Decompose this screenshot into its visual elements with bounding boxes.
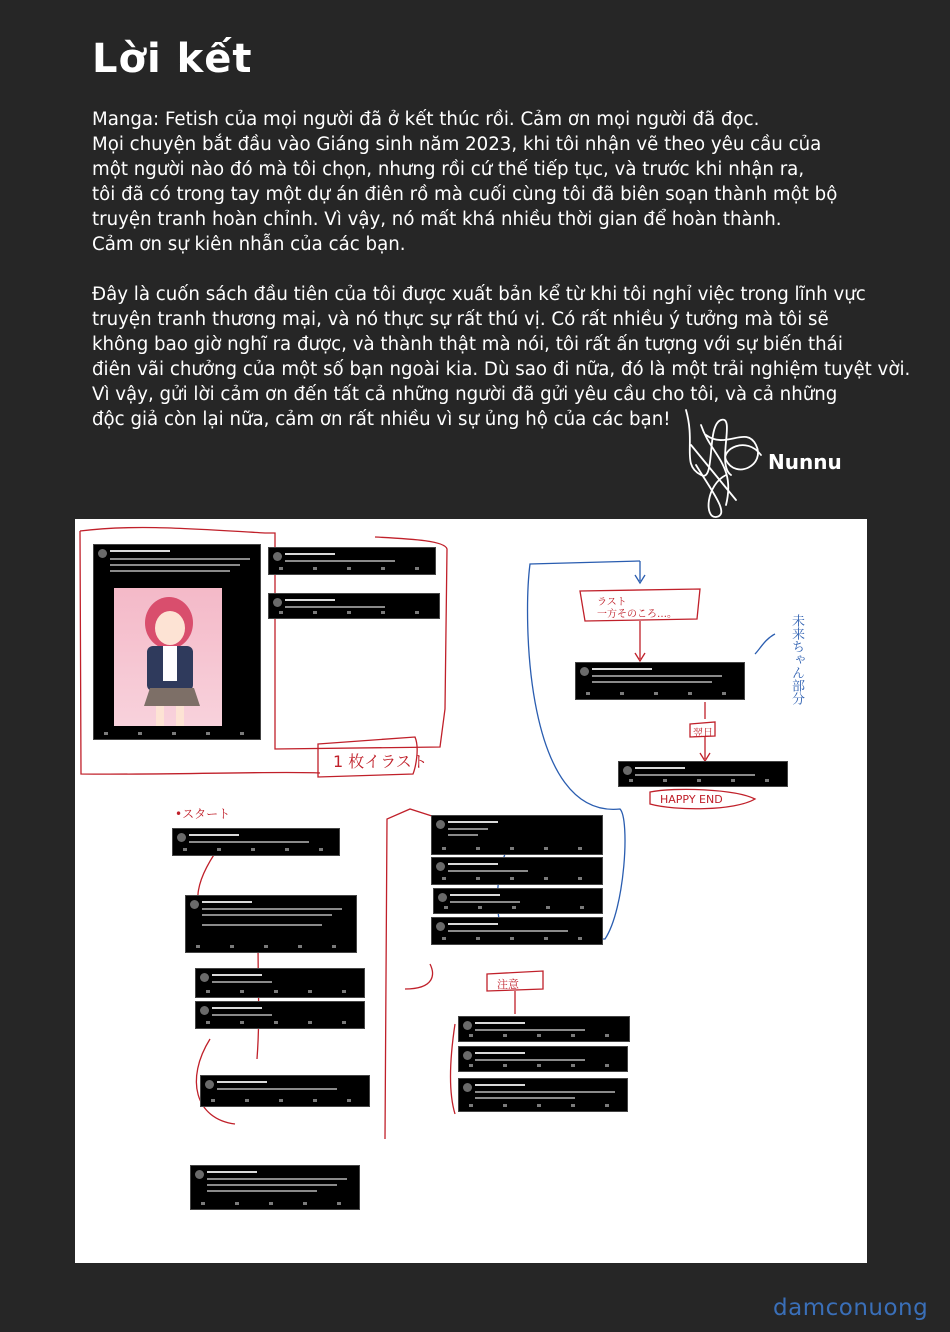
text-line: Vì vậy, gửi lời cảm ơn đến tất cả những người đã gửi yêu cầu cho tôi, và cả những xyxy=(92,384,838,405)
tweet-actions xyxy=(586,692,734,695)
tweet-card xyxy=(268,547,436,575)
tweet-text xyxy=(212,1014,272,1016)
tweet-card xyxy=(618,761,788,787)
tweet-name xyxy=(475,1084,525,1086)
annotation-caution: 注意 xyxy=(497,978,519,991)
afterword-paragraph-2 xyxy=(92,282,910,432)
tweet-text xyxy=(448,930,568,932)
tweet-text xyxy=(285,606,385,608)
annotation-start: •スタート xyxy=(175,807,231,821)
tweet-name xyxy=(217,1081,267,1083)
tweet-name xyxy=(189,834,239,836)
tweet-name xyxy=(110,550,170,552)
page-title: Lời kết xyxy=(92,36,253,82)
tweet-text xyxy=(110,564,240,566)
tweet-text xyxy=(475,1097,575,1099)
tweet-card xyxy=(431,815,603,855)
avatar xyxy=(436,862,445,871)
tweet-actions xyxy=(442,877,592,880)
tweet-text xyxy=(202,924,322,926)
tweet-text xyxy=(592,681,712,683)
avatar xyxy=(98,549,107,558)
tweet-card xyxy=(268,593,440,619)
signature-name: Nunnu xyxy=(768,450,842,474)
avatar xyxy=(177,833,186,842)
annotation-last-sub: 一方そのころ…。 xyxy=(597,609,677,620)
tweet-text xyxy=(592,675,722,677)
tweet-actions xyxy=(629,779,777,782)
avatar xyxy=(273,598,282,607)
tweet-name xyxy=(475,1052,525,1054)
handwritten-signature xyxy=(676,405,776,520)
avatar xyxy=(436,922,445,931)
tweet-actions xyxy=(206,990,354,993)
tweet-name xyxy=(592,668,652,670)
tweet-name xyxy=(202,901,252,903)
text-line: độc giả còn lại nữa, cảm ơn rất nhiều vì sự ủng hộ của các bạn! xyxy=(92,409,671,430)
annotation-happy-end: HAPPY END xyxy=(660,793,723,806)
tweet-text xyxy=(635,774,755,776)
text-line: tôi đã có trong tay một dự án điên rồ mà cuối cùng tôi đã biên soạn thành một bộ xyxy=(92,184,838,205)
avatar xyxy=(195,1170,204,1179)
tweet-text xyxy=(448,834,478,836)
tweet-text xyxy=(475,1059,585,1061)
tweet-actions xyxy=(196,945,346,948)
tweet-text xyxy=(207,1184,337,1186)
tweet-text xyxy=(448,828,488,830)
tweet-name xyxy=(450,894,500,896)
avatar xyxy=(463,1083,472,1092)
text-line: truyện tranh hoàn chỉnh. Vì vậy, nó mất khá nhiều thời gian để hoàn thành. xyxy=(92,209,782,230)
tweet-name xyxy=(448,821,498,823)
tweet-card xyxy=(458,1016,630,1042)
avatar xyxy=(200,973,209,982)
text-line: điên vãi chưởng của một số bạn ngoài kia. Dù sao đi nữa, đó là một trải nghiệm tuyệt vời. xyxy=(92,359,911,380)
tweet-name xyxy=(285,553,335,555)
afterword-paragraph-1 xyxy=(92,107,837,257)
tweet-card xyxy=(195,968,365,998)
tweet-actions xyxy=(469,1034,619,1037)
tweet-card xyxy=(172,828,340,856)
tweet-actions xyxy=(104,732,250,735)
tweet-card xyxy=(190,1165,360,1210)
avatar xyxy=(190,900,199,909)
anime-girl-illustration xyxy=(114,588,222,726)
tweet-name xyxy=(475,1022,525,1024)
avatar xyxy=(580,667,589,676)
tweet-card xyxy=(575,662,745,700)
avatar xyxy=(623,766,632,775)
tweet-text xyxy=(285,560,395,562)
tweet-text xyxy=(450,901,520,903)
annotation-future-part: 未来ちゃん部分 xyxy=(789,614,804,705)
annotation-next-day: 翌日 xyxy=(693,728,713,739)
text-line: Manga: Fetish của mọi người đã ở kết thúc rồi. Cảm ơn mọi người đã đọc. xyxy=(92,109,760,130)
tweet-text xyxy=(110,570,230,572)
tweet-actions xyxy=(201,1202,349,1205)
tweet-text xyxy=(475,1091,615,1093)
watermark: damconuong xyxy=(773,1295,929,1321)
tweet-actions xyxy=(206,1021,354,1024)
storyboard-flowchart-image xyxy=(75,519,867,1263)
tweet-name xyxy=(212,1007,262,1009)
tweet-text xyxy=(202,914,332,916)
annotation-one-illust: 1 枚イラスト xyxy=(333,752,428,771)
tweet-actions xyxy=(211,1099,359,1102)
text-line: không bao giờ nghĩ ra được, và thành thật mà nói, tôi rất ấn tượng với sự biến thái xyxy=(92,334,843,355)
tweet-text xyxy=(202,908,342,910)
text-line: Mọi chuyện bắt đầu vào Giáng sinh năm 2023, khi tôi nhận vẽ theo yêu cầu của xyxy=(92,134,822,155)
tweet-card xyxy=(458,1078,628,1112)
text-line: một người nào đó mà tôi chọn, nhưng rồi cứ thế tiếp tục, và trước khi nhận ra, xyxy=(92,159,805,180)
tweet-actions xyxy=(444,906,592,909)
tweet-text xyxy=(448,870,528,872)
tweet-name xyxy=(285,599,335,601)
tweet-actions xyxy=(442,937,592,940)
tweet-text xyxy=(110,558,250,560)
tweet-card xyxy=(431,917,603,945)
tweet-actions xyxy=(469,1064,617,1067)
avatar xyxy=(438,893,447,902)
tweet-name xyxy=(635,767,685,769)
annotation-last: ラスト xyxy=(597,597,627,608)
tweet-name xyxy=(212,974,262,976)
tweet-card xyxy=(458,1046,628,1072)
tweet-actions xyxy=(442,847,592,850)
avatar xyxy=(200,1006,209,1015)
tweet-name xyxy=(207,1171,257,1173)
tweet-card xyxy=(433,888,603,914)
tweet-text xyxy=(207,1178,347,1180)
avatar xyxy=(463,1051,472,1060)
tweet-text xyxy=(189,841,309,843)
tweet-card xyxy=(200,1075,370,1107)
tweet-actions xyxy=(279,567,425,570)
avatar xyxy=(463,1021,472,1030)
avatar xyxy=(205,1080,214,1089)
tweet-text xyxy=(217,1088,337,1090)
tweet-name xyxy=(448,863,498,865)
avatar xyxy=(436,820,445,829)
tweet-actions xyxy=(469,1104,617,1107)
tweet-card xyxy=(195,1001,365,1029)
tweet-actions xyxy=(279,611,429,614)
text-line: Đây là cuốn sách đầu tiên của tôi được xuất bản kể từ khi tôi nghỉ việc trong lĩnh vực xyxy=(92,284,866,305)
tweet-card xyxy=(185,895,357,953)
avatar xyxy=(273,552,282,561)
tweet-text xyxy=(212,981,272,983)
tweet-card xyxy=(93,544,261,740)
tweet-text xyxy=(207,1190,317,1192)
tweet-name xyxy=(448,923,498,925)
tweet-card xyxy=(431,857,603,885)
tweet-actions xyxy=(183,848,329,851)
text-line: Cảm ơn sự kiên nhẫn của các bạn. xyxy=(92,234,406,255)
text-line: truyện tranh thương mại, và nó thực sự rất thú vị. Có rất nhiều ý tưởng mà tôi sẽ xyxy=(92,309,829,330)
tweet-text xyxy=(475,1029,585,1031)
